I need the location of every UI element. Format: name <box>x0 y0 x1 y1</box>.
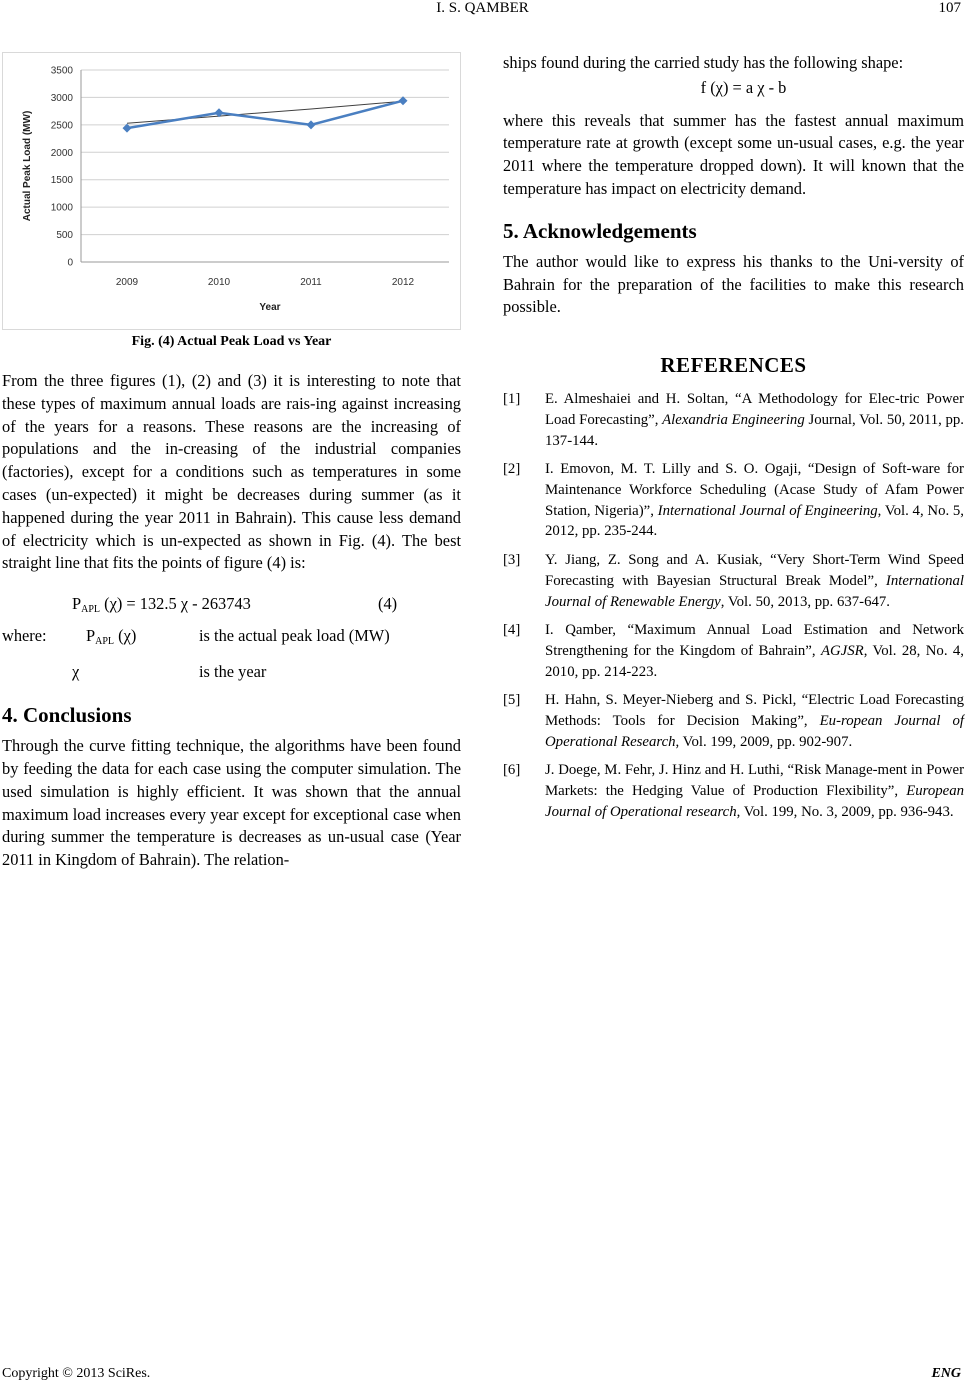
equation-f-chi: f (χ) = a χ - b <box>700 77 787 97</box>
y-tick-label: 0 <box>67 257 73 269</box>
where-label: where: <box>2 626 47 646</box>
y-tick-label: 3000 <box>50 92 73 104</box>
y-tick-label: 2000 <box>50 147 73 159</box>
copyright: Copyright © 2013 SciRes. <box>2 1366 151 1381</box>
reference-item: [3] Y. Jiang, Z. Song and A. Kusiak, “Very Short-Term Wind Speed Forecasting with Bayesian Structural Break Model”, International Journal of Renewable Energy, Vol. 50, 2013, pp. 637-647. <box>503 552 964 610</box>
conclusions-paragraph: Through the curve fitting technique, the algorithms have been found by feeding the data for each case using the computer simulation. The used simulation is highly efficient. It was shown that the annual maximum load increases every year except for exceptional case when during summer the temperature is decreases as un-usual case (Year 2011 in Kingdom of Bahrain). The relation- <box>2 736 461 870</box>
paragraph-three-figures: From the three figures (1), (2) and (3) it is interesting to note that these types of maximum annual loads are rais-ing against increasing of the years for a reasons. These reasons are the increasing of populations and the in-creasing of the industrial companies (factories), except for a conditions such as temperatures in some cases (un-expected) it might be decreases during summer (as it happened during the year 2011 in Bahrain). This cause less demand of electricity which is un-expected as shown in Fig. (4). The best straight line that fits the points of figure (4) is: <box>2 371 461 573</box>
left-column <box>2 52 461 872</box>
equation-4 <box>2 593 461 619</box>
y-tick-label: 1500 <box>50 175 73 187</box>
where-line-2 <box>2 661 461 687</box>
y-axis-title: Actual Peak Load (MW) <box>22 110 33 222</box>
right-column <box>503 52 964 831</box>
page-header <box>0 0 965 22</box>
summer-paragraph: where this reveals that summer has the fastest annual maximum temperature rate at growth (except some un-usual cases, e.g. the year 2011 where the temperature dropped down). It will known that the temperature has impact on electricity demand. <box>503 110 964 198</box>
equation-lhs: $P_{APL}$ (χ) = 132.5 χ - 263743 <box>72 594 251 616</box>
references-heading: REFERENCES <box>660 353 807 378</box>
relationships-paragraph: ships found during the carried study has the following shape: <box>503 53 904 72</box>
reference-item: [6] J. Doege, M. Fehr, J. Hinz and H. Luthi, “Risk Manage-ment in Power Markets: the Hedging Value of Production Flexibility”, European Journal of Operational research, Vol. 199, No. 3, 2009, pp. 936-943. <box>503 762 964 820</box>
journal-abbrev: ENG <box>931 1366 961 1381</box>
page-number: 107 <box>938 0 961 16</box>
reference-item: [4] I. Qamber, “Maximum Annual Load Estimation and Network Strengthening for the Kingdom of Bahrain”, AGJSR, Vol. 28, No. 4, 2010, pp. 214-223. <box>503 622 964 680</box>
chart-svg <box>3 53 460 329</box>
conclusions-heading: 4. Conclusions <box>2 703 132 728</box>
where-symbol-papl: $P_{APL}$ (χ) <box>86 626 137 648</box>
y-tick-label: 500 <box>56 230 73 242</box>
reference-item: [1] E. Almeshaiei and H. Soltan, “A Methodology for Elec-tric Power Load Forecasting”, Alexandria Engineering Journal, Vol. 50, 2011, pp. 137-144. <box>503 391 964 449</box>
equation-number: (4) <box>378 594 398 614</box>
acknowledgements-heading: 5. Acknowledgements <box>503 218 697 243</box>
reference-item: [5] H. Hahn, S. Meyer-Nieberg and S. Pickl, “Electric Load Forecasting Methods: Tools for Decision Making”, Eu-ropean Journal of Operational Research, Vol. 199, 2009, pp. 902-907. <box>503 692 964 750</box>
where-line-1 <box>2 625 461 651</box>
y-tick-label: 1000 <box>50 202 73 214</box>
running-head: I. S. QAMBER <box>436 0 529 16</box>
data-point <box>307 120 316 129</box>
acknowledgements-paragraph: The author would like to express his thanks to the Uni-versity of Bahrain for the preparation of the facilities to make this research possible. <box>503 251 964 317</box>
reference-item: [2] I. Emovon, M. T. Lilly and S. O. Ogaji, “Design of Soft-ware for Maintenance Workforce Scheduling (Acase Study of Afam Power Station, Nigeria)”, International Journal of Engineering, Vol. 4, No. 5, 2012, pp. 235-244. <box>503 461 964 540</box>
figure-caption: Fig. (4) Actual Peak Load vs Year <box>131 334 332 349</box>
y-tick-label: 3500 <box>50 65 73 77</box>
x-axis-title: Year <box>259 302 281 313</box>
y-tick-label: 2500 <box>50 120 73 132</box>
figure-4-chart <box>2 52 461 330</box>
x-tick-label: 2009 <box>115 277 139 288</box>
x-tick-label: 2012 <box>391 277 415 288</box>
where-desc-chi: is the year <box>199 662 267 682</box>
where-desc-papl: is the actual peak load (MW) <box>199 626 390 646</box>
x-tick-label: 2010 <box>207 277 231 288</box>
x-tick-label: 2011 <box>300 277 322 288</box>
where-symbol-chi: χ <box>72 662 80 682</box>
